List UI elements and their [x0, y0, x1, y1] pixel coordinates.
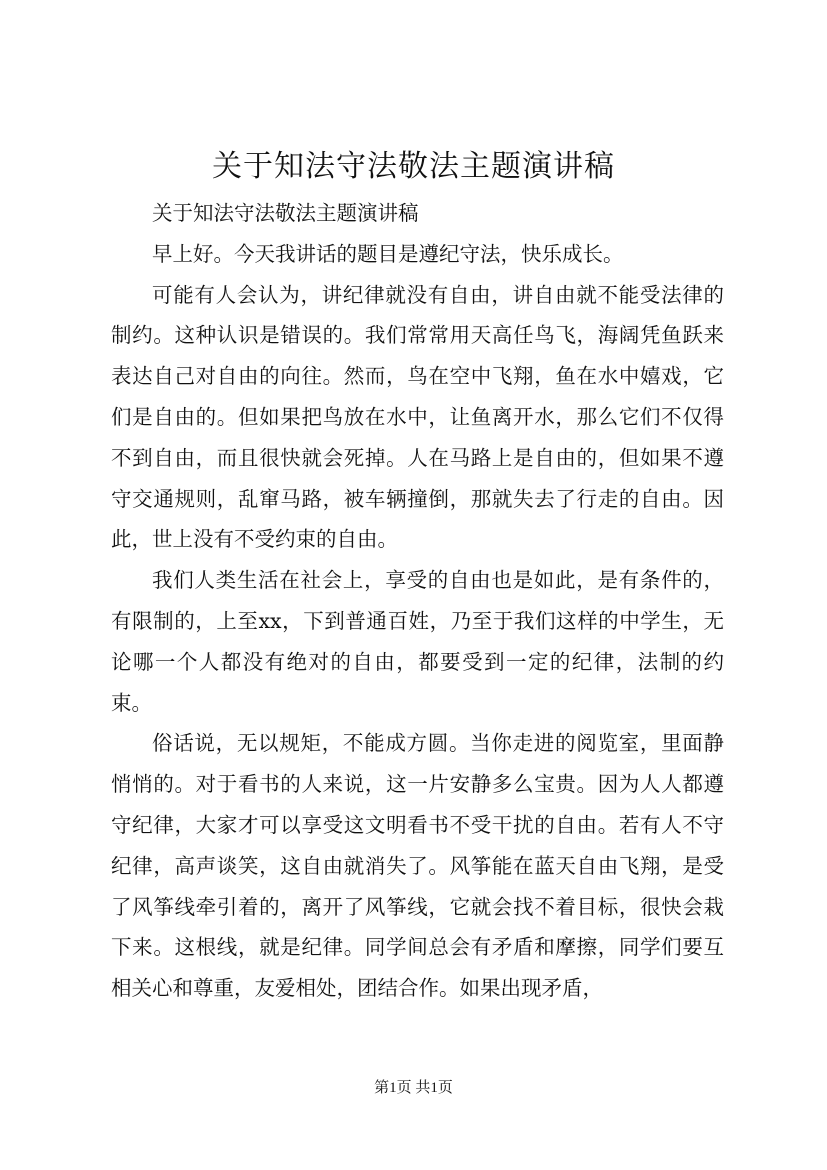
paragraph-greeting: 早上好。今天我讲话的题目是遵纪守法，快乐成长。 — [152, 241, 624, 266]
paragraph: 可能有人会认为，讲纪律就没有自由，讲自由就不能受法律的制约。这种认识是错误的。我们常常用天高任鸟飞，海阔凭鱼跃来表达自己对自由的向往。然而，鸟在空中飞翔，鱼在水中嬉戏，它们是自由的。但如果把鸟放在水中，让鱼离开水，那么它们不仅得不到自由，而且很快就会死掉。人在马路上是自由的，但如果不遵守交通规则，乱窜马路，被车辆撞倒，那就失去了行走的自由。因此，世上没有不受约束的自由。 — [111, 282, 724, 552]
page-footer: 第1页 共1页 — [374, 1080, 453, 1096]
paragraph: 俗话说，无以规矩，不能成方圆。当你走进的阅览室，里面静悄悄的。对于看书的人来说，这一片安静多么宝贵。因为人人都遵守纪律，大家才可以享受这文明看书不受干扰的自由。若有人不守纪律，高声谈笑，这自由就消失了。风筝能在蓝天自由飞翔，是受了风筝线牵引着的，离开了风筝线，它就会找不着目标，很快会栽下来。这根线，就是纪律。同学间总会有矛盾和摩擦，同学们要互相关心和尊重，友爱相处，团结合作。如果出现矛盾， — [111, 731, 724, 1001]
document-title: 关于知法守法敬法主题演讲稿 — [212, 149, 615, 184]
paragraph: 我们人类生活在社会上，享受的自由也是如此，是有条件的，有限制的，上至xx，下到普通百姓，乃至于我们这样的中学生，无论哪一个人都没有绝对的自由，都要受到一定的纪律，法制的约束。 — [111, 568, 724, 715]
paragraph-subtitle: 关于知法守法敬法主题演讲稿 — [152, 201, 419, 225]
document-body — [111, 193, 724, 1009]
